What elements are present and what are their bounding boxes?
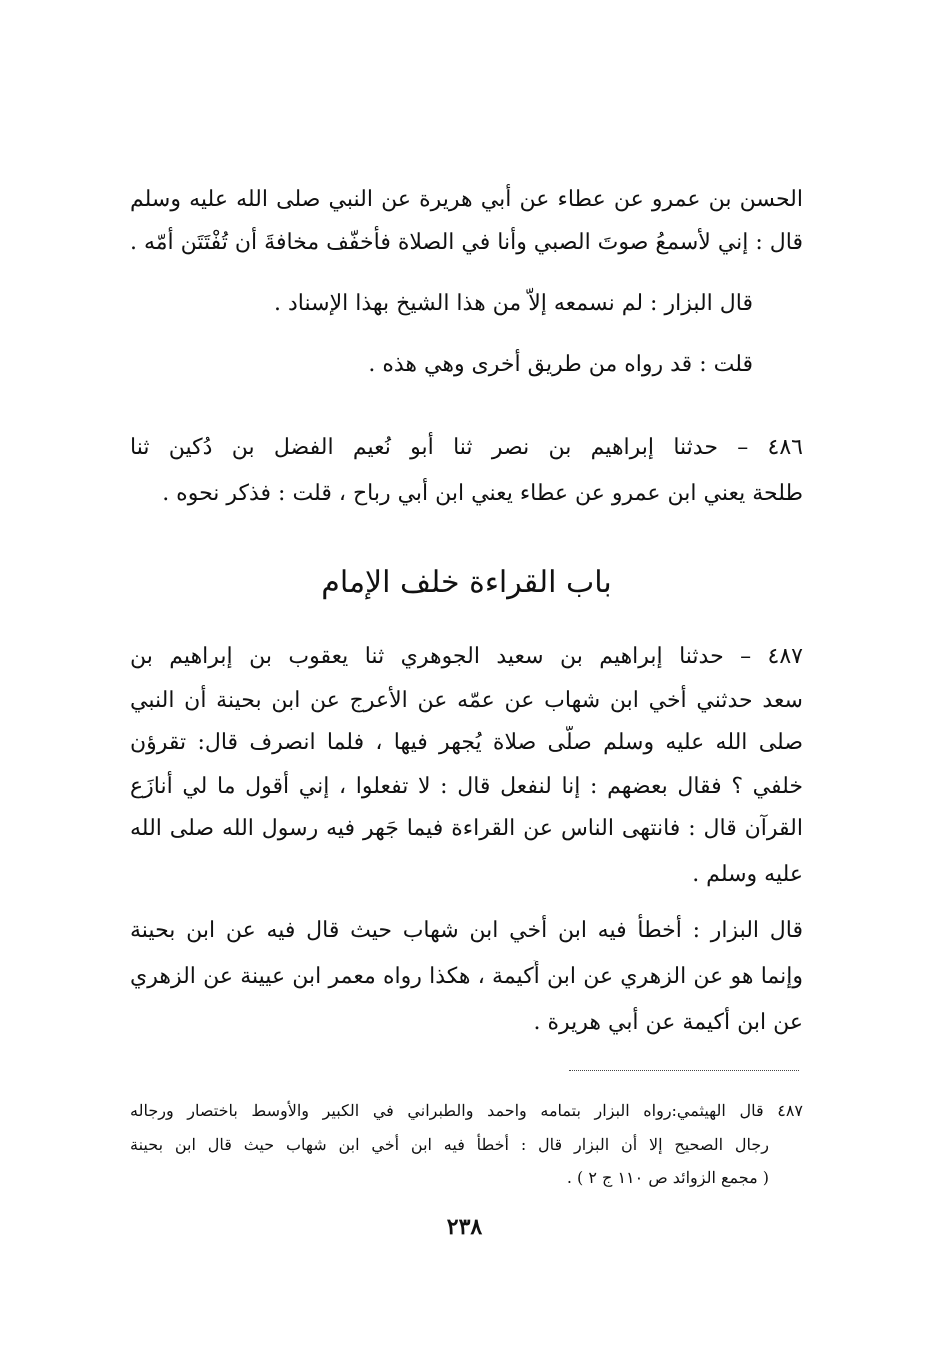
footnote-line: رجال الصحيح إلا أن البزار قال : أخطأ فيه ابن أخي ابن شهاب حيث قال ابن بحينة — [130, 1135, 769, 1154]
bazzar-note: قال البزار : لم نسمعه إلاّ من هذا الشيخ بهذا الإسناد . — [274, 291, 753, 316]
bazzar-note-line: وإنما هو عن الزهري عن ابن أُكيمة ، هكذا رواه معمر ابن عيينة عن الزهري — [130, 964, 803, 989]
hadith-487-line: صلى الله عليه وسلم صلّى صلاة يُجهر فيها ، فلما انصرف قال: تقرؤن — [130, 730, 803, 755]
footnote-separator — [569, 1070, 799, 1071]
paragraph-line: قال : إني لأسمعُ صوتَ الصبي وأنا في الصلاة فأخفّف مخافةَ أن تُفْتَتَن أمّه . — [130, 230, 803, 255]
bazzar-note-line: عن ابن أكيمة عن أبي هريرة . — [533, 1010, 803, 1035]
hadith-487-line: القرآن قال : فانتهى الناس عن القراءة فيما جَهر فيه رسول الله صلى الله — [130, 816, 803, 841]
hadith-487-line: عليه وسلم . — [692, 862, 803, 887]
paragraph-line: الحسن بن عمرو عن عطاء عن أبي هريرة عن النبي صلى الله عليه وسلم — [130, 187, 803, 212]
bazzar-note-line: قال البزار : أخطأ فيه ابن أخي ابن شهاب حيث قال فيه عن ابن بحينة — [130, 918, 803, 943]
page-number: ٢٣٨ — [446, 1214, 483, 1240]
footnote-line: ٤٨٧ قال الهيثمي:رواه البزار بتمامه واحمد والطبراني في الكبير والأوسط باختصار ورجاله — [130, 1101, 803, 1120]
footnote-line: ( مجمع الزوائد ص ١١٠ ج ٢ ) . — [566, 1168, 769, 1187]
chapter-heading: باب القراءة خلف الإمام — [321, 565, 612, 600]
hadith-487-line: سعد حدثني أخي ابن شهاب عن عمّه عن الأعرج عن ابن بحينة أن النبي — [130, 688, 803, 713]
hadith-486-line: طلحة يعني ابن عمرو عن عطاء يعني ابن أبي رباح ، قلت : فذكر نحوه . — [162, 481, 803, 506]
hadith-487-line: خلفي ؟ فقال بعضهم : إنا لنفعل قال : لا تفعلوا ، إني أقول ما لي أنازَع — [130, 774, 803, 799]
qultu-note: قلت : قد رواه من طريق أخرى وهي هذه . — [368, 352, 753, 377]
hadith-486-line: ٤٨٦ – حدثنا إبراهيم بن نصر ثنا أبو نُعيم الفضل بن دُكين ثنا — [130, 435, 803, 460]
hadith-487-line: ٤٨٧ – حدثنا إبراهيم بن سعيد الجوهري ثنا يعقوب بن إبراهيم بن — [130, 644, 803, 669]
